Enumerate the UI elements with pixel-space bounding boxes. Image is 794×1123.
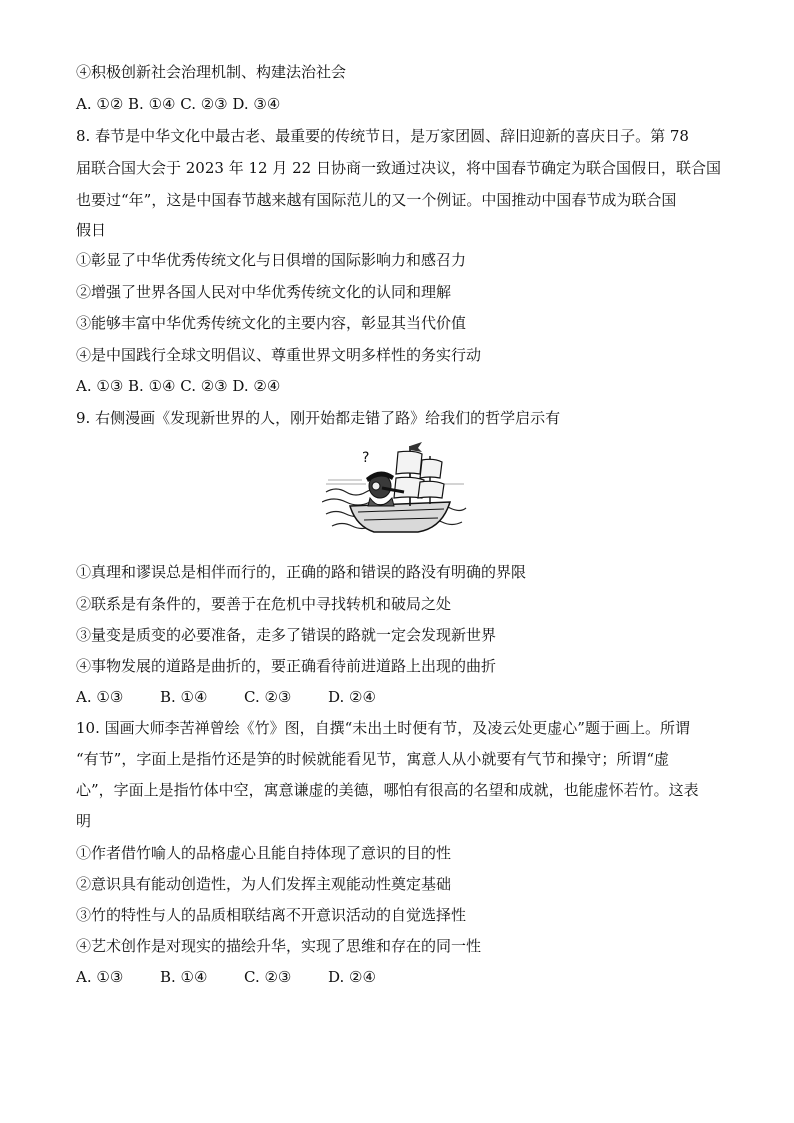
q10-options [76,967,376,987]
q9-item-4: ④事物发展的道路是曲折的，要正确看待前进道路上出现的曲折 [76,657,497,675]
svg-text:?: ? [362,450,370,466]
q8-item-4: ④是中国践行全球文明倡议、尊重世界文明多样性的务实行动 [76,346,482,364]
q10-stem-line-2: “有节”，字面上是指竹还是笋的时候就能看见节，寓意人从小就要有气节和操守；所谓“虚 [76,750,670,768]
q10-stem-line-4: 明 [76,812,92,830]
q10-option-b: B. ①④ [160,968,208,986]
q8-stem-line-4: 假日 [76,221,107,239]
q8-stem-line-2: 届联合国大会于 2023 年 12 月 22 日协商一致通过决议，将中国春节确定为联合国假日，联合国 [76,159,721,177]
q7-options: A. ①② B. ①④ C. ②③ D. ③④ [76,95,281,113]
q8-item-2: ②增强了世界各国人民对中华优秀传统文化的认同和理解 [76,283,452,301]
q10-item-4: ④艺术创作是对现实的描绘升华，实现了思维和存在的同一性 [76,937,482,955]
q9-item-2: ②联系是有条件的，要善于在危机中寻找转机和破局之处 [76,595,452,613]
q7-item-4: ④积极创新社会治理机制、构建法治社会 [76,63,347,81]
q10-option-a: A. ①③ [76,968,124,986]
q10-option-c: C. ②③ [244,968,292,986]
q9-option-a: A. ①③ [76,688,124,706]
q8-options: A. ①③ B. ①④ C. ②③ D. ②④ [76,377,281,395]
q10-option-d: D. ②④ [328,968,376,986]
q9-option-c: C. ②③ [244,688,292,706]
q8-stem-line-1: 8. 春节是中华文化中最古老、最重要的传统节日，是万家团圆、辞旧迎新的喜庆日子。第 78 [76,127,689,145]
q10-item-2: ②意识具有能动创造性，为人们发挥主观能动性奠定基础 [76,875,452,893]
q9-stem: 9. 右侧漫画《发现新世界的人，刚开始都走错了路》给我们的哲学启示有 [76,409,561,427]
q9-option-d: D. ②④ [328,688,376,706]
q8-item-1: ①彰显了中华优秀传统文化与日俱增的国际影响力和感召力 [76,251,467,269]
q10-stem-line-1: 10. 国画大师李苦禅曾绘《竹》图，自撰“未出土时便有节，及凌云处更虚心”题于画上。所谓 [76,719,690,737]
q9-options [76,687,376,707]
q8-stem-line-3: 也要过“年”，这是中国春节越来越有国际范儿的又一个例证。中国推动中国春节成为联合国 [76,191,677,209]
q9-item-1: ①真理和谬误总是相伴而行的，正确的路和错误的路没有明确的界限 [76,563,527,581]
q10-item-1: ①作者借竹喻人的品格虚心且能自持体现了意识的目的性 [76,844,452,862]
q10-stem-line-3: 心”，字面上是指竹体中空，寓意谦虚的美德，哪怕有很高的名望和成就，也能虚怀若竹。这表 [76,781,699,799]
q10-item-3: ③竹的特性与人的品质相联结离不开意识活动的自觉选择性 [76,906,467,924]
cartoon-ship-explorer-icon [322,440,468,540]
q8-item-3: ③能够丰富中华优秀传统文化的主要内容，彰显其当代价值 [76,314,467,332]
q9-option-b: B. ①④ [160,688,208,706]
q9-item-3: ③量变是质变的必要准备，走多了错误的路就一定会发现新世界 [76,626,497,644]
